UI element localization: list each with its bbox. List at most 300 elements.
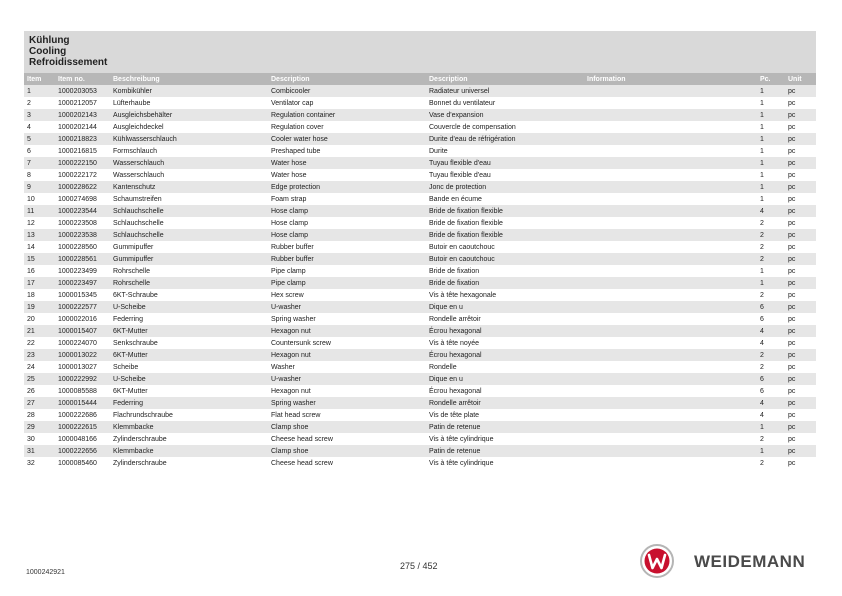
cell-item: 11	[24, 205, 55, 217]
cell-description-en: Hose clamp	[271, 219, 308, 227]
cell-beschreibung: Schlauchschelle	[113, 219, 164, 227]
cell-item-no: 1000216815	[58, 147, 97, 155]
cell-item: 24	[27, 363, 35, 371]
col-header-pc: Pc.	[760, 73, 788, 85]
cell-pc: 6	[760, 315, 764, 323]
cell-item-no: 1000228622	[55, 181, 110, 193]
cell-unit: pc	[788, 171, 796, 179]
cell-item: 14	[27, 243, 35, 251]
table-row	[24, 409, 816, 421]
table-row	[24, 205, 816, 217]
cell-description-en: Hexagon nut	[268, 325, 426, 337]
cell-description-fr: Patin de retenue	[426, 421, 584, 433]
table-row	[24, 457, 816, 469]
cell-beschreibung: U-Scheibe	[110, 373, 268, 385]
cell-unit: pc	[788, 325, 816, 337]
cell-pc: 2	[760, 243, 764, 251]
cell-description-en: Rubber buffer	[268, 253, 426, 265]
cell-description-fr: Dique en u	[426, 301, 584, 313]
cell-beschreibung: Formschlauch	[113, 147, 157, 155]
cell-information	[584, 169, 760, 181]
cell-description-fr: Radiateur universel	[426, 85, 584, 97]
cell-item: 8	[27, 171, 31, 179]
cell-description-fr: Butoir en caoutchouc	[426, 253, 584, 265]
cell-information	[584, 325, 760, 337]
cell-pc: 1	[760, 123, 764, 131]
cell-unit: pc	[788, 459, 796, 467]
col-header-description-en: Description	[268, 73, 426, 85]
cell-item: 3	[24, 109, 55, 121]
cell-description-fr: Rondelle	[429, 363, 457, 371]
cell-beschreibung: Ausgleichdeckel	[113, 123, 164, 131]
cell-item: 29	[24, 421, 55, 433]
cell-description-en: Hose clamp	[268, 205, 426, 217]
cell-description-fr: Écrou hexagonal	[426, 325, 584, 337]
cell-item-no: 1000223544	[55, 205, 110, 217]
cell-description-fr: Rondelle arrêtoir	[426, 397, 584, 409]
cell-beschreibung: 6KT-Mutter	[110, 349, 268, 361]
cell-pc: 1	[760, 181, 788, 193]
cell-pc: 1	[760, 195, 764, 203]
cell-pc: 6	[760, 387, 764, 395]
cell-item-no: 1000228561	[55, 253, 110, 265]
cell-pc: 1	[760, 85, 788, 97]
cell-description-en: Cooler water hose	[268, 133, 426, 145]
cell-information	[584, 277, 760, 289]
cell-pc: 2	[760, 435, 764, 443]
cell-item: 1	[24, 85, 55, 97]
cell-description-fr: Butoir en caoutchouc	[429, 243, 495, 251]
cell-item-no: 1000015444	[55, 397, 110, 409]
cell-unit: pc	[788, 397, 816, 409]
table-row	[24, 109, 816, 121]
cell-item: 31	[24, 445, 55, 457]
cell-description-en: Countersunk screw	[271, 339, 331, 347]
cell-pc: 1	[760, 267, 764, 275]
cell-item-no: 1000224070	[58, 339, 97, 347]
cell-information	[584, 373, 760, 385]
cell-description-en: Spring washer	[271, 315, 316, 323]
cell-beschreibung: Gummipuffer	[110, 253, 268, 265]
cell-pc: 1	[760, 445, 788, 457]
cell-pc: 4	[760, 411, 764, 419]
cell-unit: pc	[788, 349, 816, 361]
cell-beschreibung: Kantenschutz	[110, 181, 268, 193]
cell-description-en: Hose clamp	[268, 229, 426, 241]
cell-description-fr: Jonc de protection	[426, 181, 584, 193]
cell-item: 13	[24, 229, 55, 241]
cell-information	[584, 445, 760, 457]
cell-unit: pc	[788, 411, 796, 419]
cell-information	[584, 265, 760, 277]
cell-item-no: 1000222992	[55, 373, 110, 385]
cell-information	[584, 229, 760, 241]
cell-pc: 4	[760, 205, 788, 217]
cell-beschreibung: Schaumstreifen	[113, 195, 162, 203]
table-row	[24, 301, 816, 313]
cell-beschreibung: 6KT-Schraube	[113, 291, 158, 299]
cell-description-fr: Vis de tête plate	[429, 411, 480, 419]
cell-pc: 1	[760, 157, 788, 169]
title-french: Refroidissement	[29, 57, 108, 68]
cell-beschreibung: Wasserschlauch	[110, 157, 268, 169]
cell-description-en: Rubber buffer	[271, 243, 314, 251]
cell-beschreibung: Wasserschlauch	[113, 171, 165, 179]
cell-item-no: 1000223538	[55, 229, 110, 241]
cell-description-fr: Rondelle arrêtoir	[429, 315, 481, 323]
cell-information	[584, 109, 760, 121]
cell-description-en: Regulation container	[268, 109, 426, 121]
cell-description-fr: Vase d'expansion	[426, 109, 584, 121]
cell-unit: pc	[788, 205, 816, 217]
cell-description-fr: Vis à tête hexagonale	[429, 291, 497, 299]
cell-item-no: 1000218823	[55, 133, 110, 145]
cell-item: 2	[27, 99, 31, 107]
cell-item-no: 1000203053	[55, 85, 110, 97]
cell-description-en: Preshaped tube	[271, 147, 321, 155]
cell-unit: pc	[788, 109, 816, 121]
cell-item-no: 1000222150	[55, 157, 110, 169]
cell-description-en: Cheese head screw	[271, 459, 333, 467]
cell-description-fr: Écrou hexagonal	[429, 387, 482, 395]
cell-beschreibung: U-Scheibe	[110, 301, 268, 313]
table-row	[24, 169, 816, 181]
table-row	[24, 349, 816, 361]
cell-information	[584, 313, 760, 325]
cell-beschreibung: Scheibe	[113, 363, 139, 371]
cell-beschreibung: Federring	[113, 315, 143, 323]
cell-item-no: 1000202144	[58, 123, 97, 131]
cell-description-fr: Bride de fixation flexible	[426, 205, 584, 217]
cell-unit: pc	[788, 243, 796, 251]
cell-item-no: 1000212057	[58, 99, 97, 107]
cell-beschreibung: Zylinderschraube	[113, 459, 167, 467]
cell-item-no: 1000015407	[55, 325, 110, 337]
table-row	[24, 385, 816, 397]
cell-description-en: Washer	[271, 363, 295, 371]
cell-information	[584, 349, 760, 361]
cell-item: 27	[24, 397, 55, 409]
cell-item: 28	[27, 411, 35, 419]
cell-description-en: Water hose	[271, 171, 307, 179]
cell-item: 5	[24, 133, 55, 145]
cell-pc: 2	[760, 253, 788, 265]
cell-unit: pc	[788, 421, 816, 433]
cell-pc: 2	[760, 291, 764, 299]
table-row	[24, 313, 816, 325]
cell-item-no: 1000085588	[58, 387, 97, 395]
cell-item: 17	[24, 277, 55, 289]
cell-information	[584, 433, 760, 445]
cell-description-fr: Patin de retenue	[426, 445, 584, 457]
cell-unit: pc	[788, 277, 816, 289]
page-number: 275 / 452	[400, 561, 438, 571]
table-row	[24, 433, 816, 445]
cell-pc: 4	[760, 339, 764, 347]
cell-description-en: Water hose	[268, 157, 426, 169]
cell-description-fr: Bride de fixation flexible	[426, 229, 584, 241]
cell-item: 32	[27, 459, 35, 467]
cell-information	[584, 397, 760, 409]
cell-information	[584, 133, 760, 145]
cell-description-fr: Durite	[429, 147, 448, 155]
table-row	[24, 217, 816, 229]
cell-information	[584, 457, 760, 469]
document-number: 1000242921	[26, 569, 65, 576]
cell-item: 20	[27, 315, 35, 323]
cell-information	[584, 409, 760, 421]
cell-beschreibung: Rohrschelle	[113, 267, 150, 275]
cell-item: 23	[24, 349, 55, 361]
cell-beschreibung: Gummipuffer	[113, 243, 154, 251]
cell-pc: 1	[760, 133, 788, 145]
title-german: Kühlung	[29, 35, 70, 46]
cell-unit: pc	[788, 387, 796, 395]
cell-description-fr: Bride de fixation	[429, 267, 480, 275]
cell-item-no: 1000223499	[58, 267, 97, 275]
cell-pc: 1	[760, 171, 764, 179]
cell-item: 26	[27, 387, 35, 395]
table-row	[24, 241, 816, 253]
cell-item-no: 1000222686	[58, 411, 97, 419]
table-row	[24, 97, 816, 109]
cell-unit: pc	[788, 219, 796, 227]
cell-item: 21	[24, 325, 55, 337]
cell-description-fr: Dique en u	[426, 373, 584, 385]
cell-item-no: 1000228560	[58, 243, 97, 251]
col-header-description-fr: Description	[426, 73, 584, 85]
cell-beschreibung: Lüfterhaube	[113, 99, 151, 107]
cell-unit: pc	[788, 373, 816, 385]
cell-beschreibung: Flachrundschraube	[113, 411, 173, 419]
cell-description-en: Pipe clamp	[268, 277, 426, 289]
cell-description-en: Clamp shoe	[268, 421, 426, 433]
table-row	[24, 397, 816, 409]
cell-description-fr: Durite d'eau de réfrigération	[426, 133, 584, 145]
cell-unit: pc	[788, 157, 816, 169]
cell-description-en: Edge protection	[268, 181, 426, 193]
cell-item: 15	[24, 253, 55, 265]
cell-item-no: 1000085460	[58, 459, 97, 467]
cell-description-fr: Vis à tête cylindrique	[429, 435, 494, 443]
cell-description-en: Pipe clamp	[271, 267, 306, 275]
cell-information	[584, 193, 760, 205]
cell-description-en: U-washer	[268, 373, 426, 385]
cell-item: 7	[24, 157, 55, 169]
table-row	[24, 421, 816, 433]
cell-unit: pc	[788, 435, 796, 443]
cell-item: 22	[27, 339, 35, 347]
cell-description-en: Hexagon nut	[271, 387, 311, 395]
cell-description-fr: Tuyau flexible d'eau	[426, 157, 584, 169]
table-row	[24, 229, 816, 241]
cell-beschreibung: Klemmbacke	[110, 421, 268, 433]
table-row	[24, 289, 816, 301]
cell-item-no: 1000223508	[58, 219, 97, 227]
cell-description-fr: Bonnet du ventilateur	[429, 99, 496, 107]
cell-description-en: Combicooler	[268, 85, 426, 97]
table-row	[24, 121, 816, 133]
cell-beschreibung: Schlauchschelle	[110, 229, 268, 241]
cell-pc: 6	[760, 301, 788, 313]
cell-unit: pc	[788, 85, 816, 97]
title-english: Cooling	[29, 46, 67, 57]
cell-information	[584, 253, 760, 265]
cell-information	[584, 97, 760, 109]
cell-unit: pc	[788, 267, 796, 275]
cell-information	[584, 421, 760, 433]
table-row	[24, 325, 816, 337]
cell-description-fr: Bande en écume	[429, 195, 482, 203]
cell-description-en: Clamp shoe	[268, 445, 426, 457]
cell-description-fr: Vis à tête noyée	[429, 339, 480, 347]
cell-unit: pc	[788, 445, 816, 457]
cell-item-no: 1000222172	[58, 171, 97, 179]
table-row	[24, 157, 816, 169]
cell-item-no: 1000222656	[55, 445, 110, 457]
cell-unit: pc	[788, 363, 796, 371]
cell-item-no: 1000223497	[55, 277, 110, 289]
table-row	[24, 277, 816, 289]
cell-information	[584, 217, 760, 229]
cell-item: 18	[27, 291, 35, 299]
cell-item: 25	[24, 373, 55, 385]
cell-description-en: Regulation cover	[271, 123, 324, 131]
cell-item-no: 1000022016	[58, 315, 97, 323]
cell-pc: 2	[760, 219, 764, 227]
cell-information	[584, 337, 760, 349]
cell-unit: pc	[788, 291, 796, 299]
cell-description-fr: Vis à tête cylindrique	[429, 459, 494, 467]
cell-description-en: Foam strap	[271, 195, 307, 203]
cell-description-en: Flat head screw	[271, 411, 321, 419]
brand-wordmark: WEIDEMANN	[694, 552, 806, 571]
cell-description-fr: Tuyau flexible d'eau	[429, 171, 491, 179]
cell-beschreibung: Klemmbacke	[110, 445, 268, 457]
cell-description-en: Hex screw	[271, 291, 304, 299]
cell-pc: 4	[760, 397, 788, 409]
cell-information	[584, 85, 760, 97]
cell-beschreibung: 6KT-Mutter	[110, 325, 268, 337]
col-header-beschreibung: Beschreibung	[110, 73, 268, 85]
cell-beschreibung: 6KT-Mutter	[113, 387, 148, 395]
cell-information	[584, 181, 760, 193]
cell-description-fr: Écrou hexagonal	[426, 349, 584, 361]
cell-information	[584, 205, 760, 217]
table-row	[24, 361, 816, 373]
cell-item-no: 1000222577	[55, 301, 110, 313]
cell-pc: 2	[760, 349, 788, 361]
cell-unit: pc	[788, 301, 816, 313]
cell-description-en: U-washer	[268, 301, 426, 313]
cell-pc: 1	[760, 421, 788, 433]
parts-table	[24, 73, 816, 469]
cell-description-fr: Couvercle de compensation	[429, 123, 516, 131]
cell-pc: 1	[760, 109, 788, 121]
cell-item: 16	[27, 267, 35, 275]
cell-item: 4	[27, 123, 31, 131]
cell-unit: pc	[788, 315, 796, 323]
table-body	[24, 85, 816, 469]
cell-pc: 6	[760, 373, 788, 385]
cell-beschreibung: Kühlwasserschlauch	[110, 133, 268, 145]
cell-description-fr: Bride de fixation flexible	[429, 219, 503, 227]
section-title	[24, 31, 816, 73]
weidemann-w-logo-icon	[640, 544, 674, 578]
cell-unit: pc	[788, 229, 816, 241]
table-row	[24, 145, 816, 157]
cell-pc: 2	[760, 363, 764, 371]
table-row	[24, 445, 816, 457]
cell-unit: pc	[788, 123, 796, 131]
cell-item: 10	[27, 195, 35, 203]
table-row	[24, 373, 816, 385]
cell-beschreibung: Zylinderschraube	[113, 435, 167, 443]
col-header-item-no: Item no.	[55, 73, 110, 85]
cell-description-en: Cheese head screw	[271, 435, 333, 443]
col-header-item: Item	[24, 73, 55, 85]
table-row	[24, 181, 816, 193]
cell-item: 30	[27, 435, 35, 443]
cell-description-en: Hexagon nut	[268, 349, 426, 361]
cell-item-no: 1000202143	[55, 109, 110, 121]
cell-information	[584, 301, 760, 313]
cell-description-fr: Bride de fixation	[426, 277, 584, 289]
cell-information	[584, 157, 760, 169]
cell-pc: 1	[760, 99, 764, 107]
cell-beschreibung: Kombikühler	[110, 85, 268, 97]
cell-information	[584, 385, 760, 397]
cell-item-no: 1000048166	[58, 435, 97, 443]
cell-item: 9	[24, 181, 55, 193]
table-row	[24, 85, 816, 97]
cell-unit: pc	[788, 147, 796, 155]
table-header-row	[24, 73, 816, 85]
cell-information	[584, 289, 760, 301]
cell-unit: pc	[788, 195, 796, 203]
cell-beschreibung: Ausgleichsbehälter	[110, 109, 268, 121]
table-row	[24, 253, 816, 265]
col-header-unit: Unit	[788, 73, 816, 85]
cell-beschreibung: Rohrschelle	[110, 277, 268, 289]
cell-information	[584, 241, 760, 253]
table-row	[24, 193, 816, 205]
table-row	[24, 133, 816, 145]
cell-beschreibung: Senkschraube	[113, 339, 158, 347]
cell-pc: 2	[760, 229, 788, 241]
cell-item-no: 1000274698	[58, 195, 97, 203]
cell-item-no: 1000222615	[55, 421, 110, 433]
cell-item: 6	[27, 147, 31, 155]
col-header-information: Information	[584, 73, 760, 85]
cell-unit: pc	[788, 339, 796, 347]
cell-beschreibung: Schlauchschelle	[110, 205, 268, 217]
cell-pc: 1	[760, 277, 788, 289]
cell-pc: 4	[760, 325, 788, 337]
cell-description-en: Spring washer	[268, 397, 426, 409]
cell-beschreibung: Federring	[110, 397, 268, 409]
cell-information	[584, 121, 760, 133]
cell-unit: pc	[788, 99, 796, 107]
cell-item-no: 1000013027	[58, 363, 97, 371]
cell-unit: pc	[788, 181, 816, 193]
cell-information	[584, 145, 760, 157]
cell-item: 19	[24, 301, 55, 313]
cell-unit: pc	[788, 253, 816, 265]
cell-item-no: 1000013022	[55, 349, 110, 361]
cell-pc: 1	[760, 147, 764, 155]
cell-description-en: Ventilator cap	[271, 99, 314, 107]
